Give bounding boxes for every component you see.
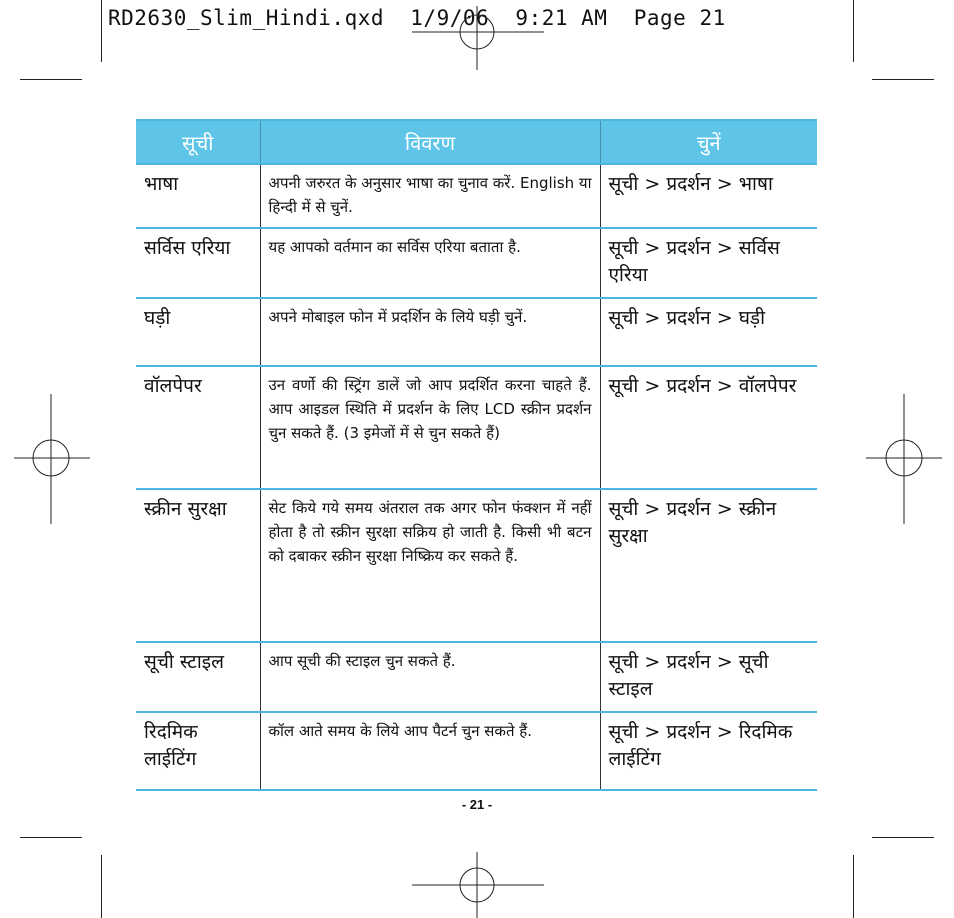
row-description: अपनी जरुरत के अनुसार भाषा का चुनाव करें. English या हिन्दी में से चुनें. [260,164,600,228]
table-row [136,228,817,298]
crop-mark-top-left-vertical [101,0,102,62]
row-menu-path: सूची > प्रदर्शन > रिदमिक लाईटिंग [600,712,817,790]
row-description: कॉल आते समय के लिये आप पैटर्न चुन सकते हैं. [260,712,600,790]
row-description: यह आपको वर्तमान का सर्विस एरिया बताता है. [260,228,600,298]
table-header-row [136,120,817,164]
registration-mark-left-icon [14,394,90,524]
page-number: - 21 - [461,797,493,812]
table-row [136,642,817,712]
row-description: आप सूची की स्टाइल चुन सकते हैं. [260,642,600,712]
crop-mark-bottom-right-vertical [853,855,854,918]
row-menu-path: सूची > प्रदर्शन > स्क्रीन सुरक्षा [600,489,817,642]
registration-mark-top-icon [412,6,544,70]
crop-mark-bottom-right-horizontal [872,837,934,838]
crop-mark-bottom-left-vertical [101,855,102,918]
row-description: उन वर्णो की स्ट्रिंग डालें जो आप प्रदर्शित करना चाहते हैं. आप आइडल स्थिति में प्रदर्शन के लिए LCD स्क्रीन प्रदर्शन चुन सकते हैं. (3 इमेजों में से चुन सकते हैं) [260,366,600,489]
row-name: स्क्रीन सुरक्षा [136,489,260,642]
crop-mark-bottom-left-horizontal [20,837,82,838]
header-menu: सूची [136,120,260,164]
row-menu-path: सूची > प्रदर्शन > सर्विस एरिया [600,228,817,298]
registration-mark-bottom-icon [412,852,544,918]
row-name: घड़ी [136,298,260,366]
registration-mark-right-icon [866,394,942,524]
table-row [136,366,817,489]
crop-mark-top-right-vertical [853,0,854,62]
table-row [136,164,817,228]
crop-mark-top-right-horizontal [872,79,934,80]
row-name: सर्विस एरिया [136,228,260,298]
header-description: विवरण [260,120,600,164]
row-menu-path: सूची > प्रदर्शन > सूची स्टाइल [600,642,817,712]
print-slug: RD2630_Slim_Hindi.qxd 1/9/06 9:21 AM Page 21 [108,6,726,30]
row-name: भाषा [136,164,260,228]
crop-mark-top-left-horizontal [20,79,82,80]
row-name: रिदमिक लाईटिंग [136,712,260,790]
row-menu-path: सूची > प्रदर्शन > घड़ी [600,298,817,366]
row-name: सूची स्टाइल [136,642,260,712]
display-settings-table [136,119,817,791]
row-menu-path: सूची > प्रदर्शन > वॉलपेपर [600,366,817,489]
header-select: चुनें [600,120,817,164]
table-row [136,489,817,642]
row-description: अपने मोबाइल फोन में प्रदर्शिन के लिये घड़ी चुनें. [260,298,600,366]
row-description: सेट किये गये समय अंतराल तक अगर फोन फंक्शन में नहीं होता है तो स्क्रीन सुरक्षा सक्रिय हो जाती है. किसी भी बटन को दबाकर स्क्रीन सुरक्षा निष्क्रिय कर सकते हैं. [260,489,600,642]
row-menu-path: सूची > प्रदर्शन > भाषा [600,164,817,228]
table-row [136,298,817,366]
row-name: वॉलपेपर [136,366,260,489]
table-row [136,712,817,790]
